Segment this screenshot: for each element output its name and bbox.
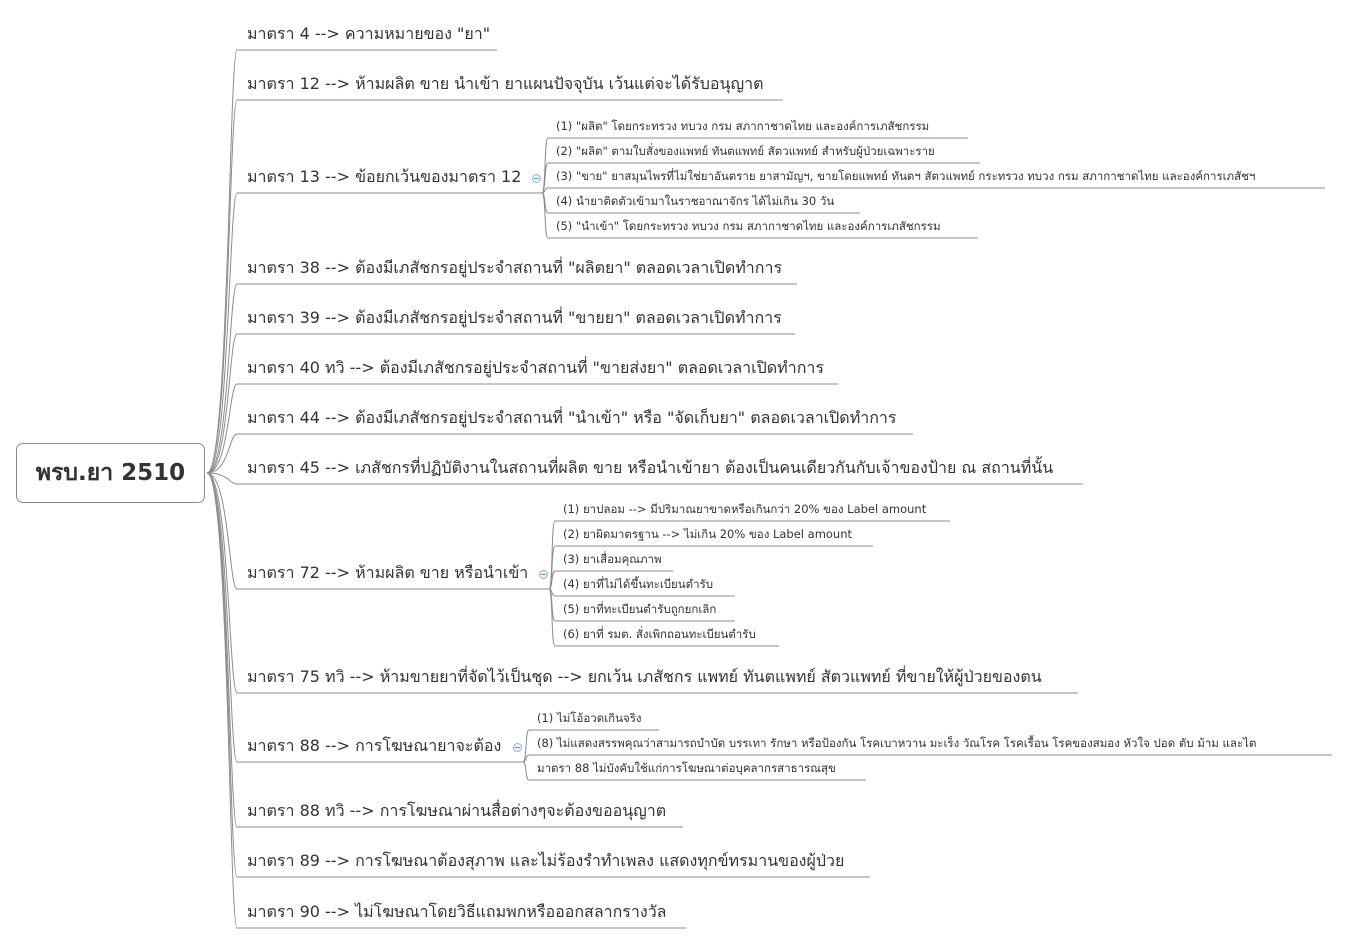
subtopic[interactable]: (5) ยาที่ทะเบียนตำรับถูกยกเลิก — [563, 602, 717, 616]
central-topic[interactable]: พรบ.ยา 2510 — [16, 443, 205, 503]
subtopic[interactable]: (5) "นำเข้า" โดยกระทรวง ทบวง กรม สภากาชาดไทย และองค์การเภสัชกรรม — [556, 219, 941, 233]
collapse-toggle-icon[interactable] — [532, 174, 541, 183]
branch-connector — [207, 473, 511, 762]
subtopic[interactable]: (1) ไม่โอ้อวดเกินจริง — [537, 711, 642, 725]
subtopic[interactable]: มาตรา 88 ไม่บังคับใช้แก่การโฆษณาต่อบุคลากรสาธารณสุข — [537, 761, 836, 775]
branch-topic[interactable]: มาตรา 45 --> เภสัชกรที่ปฏิบัติงานในสถานที่ผลิต ขาย หรือนำเข้ายา ต้องเป็นคนเดียวกันกับเจ้าของป้าย ณ สถานที่นั้น — [247, 458, 1054, 477]
branch-topic[interactable]: มาตรา 89 --> การโฆษณาต้องสุภาพ และไม่ร้องรำทำเพลง แสดงทุกข์ทรมานของผู้ป่วย — [247, 851, 845, 870]
subtopic[interactable]: (4) ยาที่ไม่ได้ขึ้นทะเบียนตำรับ — [563, 577, 714, 591]
subtopic[interactable]: (3) "ขาย" ยาสมุนไพรที่ไม่ใช่ยาอันตราย ยาสามัญฯ, ขายโดยแพทย์ ทันตฯ สัตวแพทย์ กระทรวง ทบวง กรม สภากาชาดไทย และองค์การเภสัชฯ — [556, 169, 1256, 183]
branch-connector — [207, 334, 795, 473]
branch-topic[interactable]: มาตรา 39 --> ต้องมีเภสัชกรอยู่ประจำสถานที่ "ขายยา" ตลอดเวลาเปิดทำการ — [247, 308, 782, 327]
collapse-toggle-icon[interactable] — [539, 570, 548, 579]
subtopic[interactable]: (2) ยาผิดมาตรฐาน --> ไม่เกิน 20% ของ Label amount — [563, 527, 853, 541]
subtopic[interactable]: (6) ยาที่ รมต. สั่งเพิกถอนทะเบียนตำรับ — [563, 627, 756, 641]
branch-topic[interactable]: มาตรา 90 --> ไม่โฆษณาโดยวิธีแถมพกหรือออกสลากรางวัล — [247, 902, 667, 921]
branch-topic[interactable]: มาตรา 44 --> ต้องมีเภสัชกรอยู่ประจำสถานที่ "นำเข้า" หรือ "จัดเก็บยา" ตลอดเวลาเปิดทำการ — [247, 408, 897, 427]
subtopic-connector — [530, 188, 1325, 193]
subtopic[interactable]: (1) ยาปลอม --> มีปริมาณยาขาดหรือเกินกว่า 20% ของ Label amount — [563, 502, 927, 516]
branch-topic[interactable]: มาตรา 13 --> ข้อยกเว้นของมาตรา 12 — [247, 167, 522, 186]
subtopic[interactable]: (1) "ผลิต" โดยกระทรวง ทบวง กรม สภากาชาดไทย และองค์การเภสัชกรรม — [556, 119, 930, 133]
branch-connector — [207, 193, 530, 473]
branch-topic[interactable]: มาตรา 38 --> ต้องมีเภสัชกรอยู่ประจำสถานที่ "ผลิตยา" ตลอดเวลาเปิดทำการ — [247, 258, 783, 277]
subtopic[interactable]: (4) นำยาติดตัวเข้ามาในราชอาณาจักร ได้ไม่เกิน 30 วัน — [556, 194, 835, 208]
subtopic[interactable]: (3) ยาเสื่อมคุณภาพ — [563, 552, 662, 566]
branch-topic[interactable]: มาตรา 88 ทวิ --> การโฆษณาผ่านสื่อต่างๆจะต้องขออนุญาต — [247, 801, 667, 820]
subtopic[interactable]: (2) "ผลิต" ตามใบสั่งของแพทย์ ทันตแพทย์ สัตวแพทย์ สำหรับผู้ป่วยเฉพาะราย — [556, 144, 935, 158]
collapse-toggle-icon[interactable] — [513, 743, 522, 752]
branch-topic[interactable]: มาตรา 4 --> ความหมายของ "ยา" — [247, 24, 491, 43]
branch-topic[interactable]: มาตรา 72 --> ห้ามผลิต ขาย หรือนำเข้า — [247, 563, 529, 582]
branch-topic[interactable]: มาตรา 12 --> ห้ามผลิต ขาย นำเข้า ยาแผนปัจจุบัน เว้นแต่จะได้รับอนุญาต — [247, 74, 764, 93]
subtopic[interactable]: (8) ไม่แสดงสรรพคุณว่าสามารถบำบัด บรรเทา รักษา หรือป้องกัน โรคเบาหวาน มะเร็ง วัณโรค โรคเรื้อน โรคของสมอง หัวใจ ปอด ตับ ม้าม และไต — [537, 736, 1257, 750]
branch-topic[interactable]: มาตรา 75 ทวิ --> ห้ามขายยาที่จัดไว้เป็นชุด --> ยกเว้น เภสัชกร แพทย์ ทันตแพทย์ สัตวแพทย์ ที่ขายให้ผู้ป่วยของตน — [247, 667, 1042, 686]
branch-topic[interactable]: มาตรา 40 ทวิ --> ต้องมีเภสัชกรอยู่ประจำสถานที่ "ขายส่งยา" ตลอดเวลาเปิดทำการ — [247, 358, 824, 377]
branch-topic[interactable]: มาตรา 88 --> การโฆษณายาจะต้อง — [247, 736, 502, 755]
